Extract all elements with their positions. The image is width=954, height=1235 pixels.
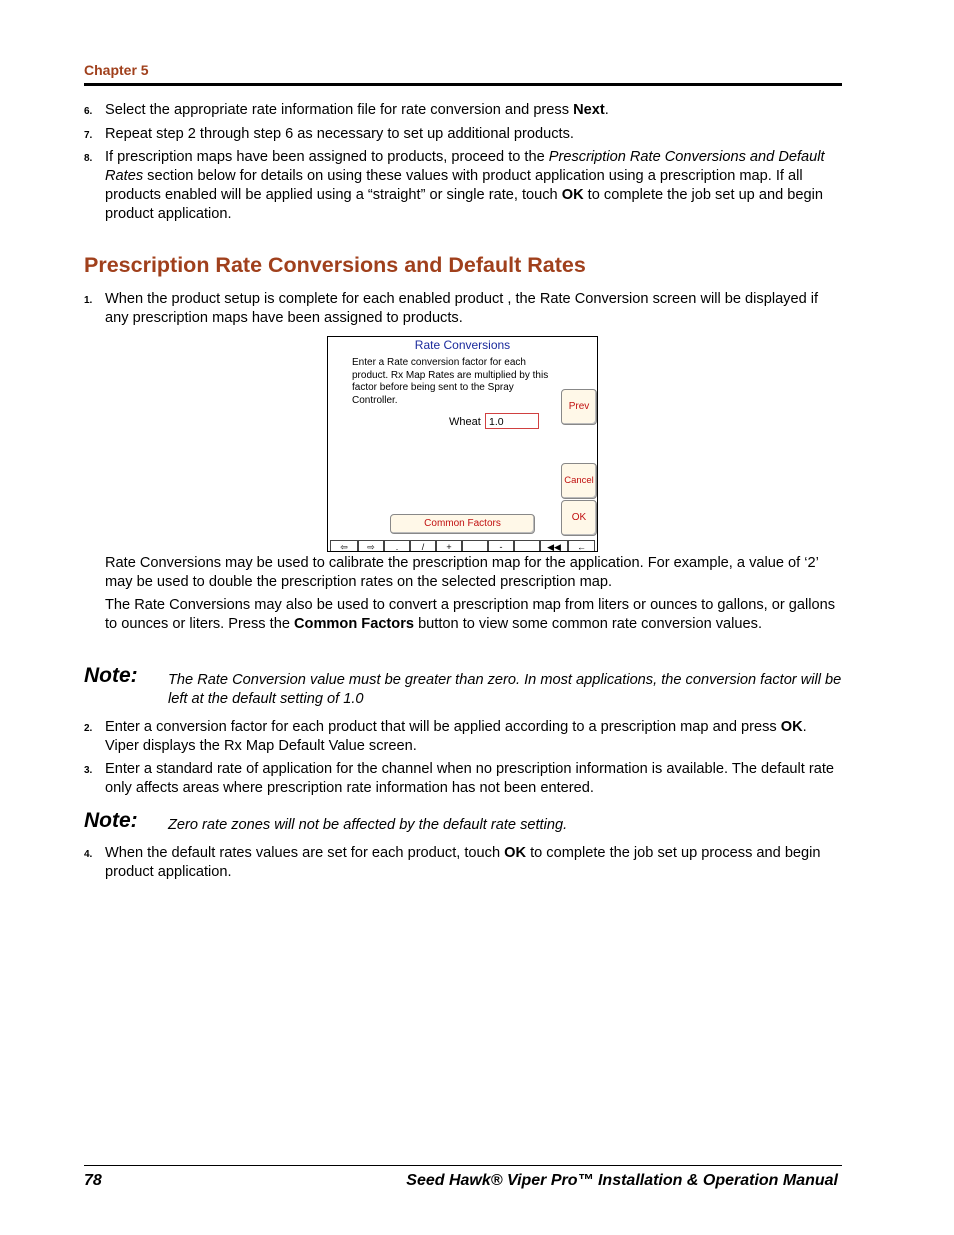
step-text: Enter a standard rate of application for the channel when no prescription information is available. The default rate only affects areas where prescription rate information has not been entered. [105,761,835,796]
paragraph-calibration: Rate Conversions may be used to calibrate the prescription map for the application. For example, a value of ‘2’ may be used to double the prescription rates on the selected prescription map. [105,555,819,590]
chapter-label: Chapter 5 [84,62,149,78]
paragraph-text-end: button to view some common rate conversion values. [414,616,762,632]
step-number: 6. [84,106,93,117]
step-text: Repeat step 2 through step 6 as necessary to set up additional products. [105,126,574,142]
common-factors-button[interactable]: Common Factors [390,514,535,534]
step-bold: OK [504,845,527,861]
step-2 [84,718,844,756]
step-text-end: to complete the job set up process and begin product application. [105,845,821,880]
step-8 [84,148,844,224]
step-text: When the product setup is complete for each enabled product , the Rate Conversion screen will be displayed if any prescription maps have been assigned to products. [105,291,819,326]
step-bold: OK [780,719,803,735]
note-label: Note: [84,664,138,687]
step-1 [84,290,844,328]
arrow-right-key-icon[interactable]: ⇨ [358,540,384,552]
keypad-strip [328,540,597,552]
arrow-left-key-icon[interactable]: ⇦ [330,540,358,552]
step-number: 4. [84,849,93,860]
step-number: 7. [84,130,93,141]
page-number: 78 [84,1172,102,1189]
step-4 [84,844,844,882]
step-6 [84,101,844,120]
step-3 [84,760,844,798]
step-text-end: to complete the job set up and begin product application. [105,187,823,222]
step-7 [84,125,844,144]
footer-rule [84,1165,842,1166]
screen-description: Enter a Rate conversion factor for each product. Rx Map Rates are multiplied by this factor before being sent to the Spray Controller. [352,357,549,406]
wheat-factor-input[interactable]: 1.0 [485,413,539,429]
step-number: 2. [84,723,93,734]
paragraph-text: The Rate Conversions may also be used to convert a prescription map from liters or ounces to gallons, or gallons to ounces or liters. Press the [105,597,836,632]
section-heading: Prescription Rate Conversions and Default Rates [84,253,586,277]
ok-button[interactable]: OK [561,500,597,536]
step-text: If prescription maps have been assigned to products, proceed to the [105,149,549,165]
step-text: Select the appropriate rate information file for rate conversion and press [105,102,574,118]
step-text-end: . Viper displays the Rx Map Default Value screen. [105,719,807,754]
key[interactable]: + [436,540,462,552]
rate-conversions-screen [327,336,598,552]
step-text-mid: section below for details on using these values with product application using a prescription map. If all products enabled will be applied using a “straight” or single rate, touch [105,168,803,203]
paragraph-bold: Common Factors [294,616,415,632]
screen-title: Rate Conversions [414,338,511,352]
backspace-all-key-icon[interactable]: ◀◀ [540,540,568,552]
section-reference: Prescription Rate Conversions and Default Rates [105,149,825,184]
paragraph-common-factors [105,596,845,634]
key[interactable]: . [384,540,410,552]
key[interactable]: - [488,540,514,552]
step-bold: Next [573,102,605,118]
step-text: Enter a conversion factor for each product that will be applied according to a prescription map and press [105,719,781,735]
backspace-key-icon[interactable]: ← [568,540,595,552]
note-text: Zero rate zones will not be affected by the default rate setting. [168,817,568,833]
manual-title: Seed Hawk® Viper Pro™ Installation & Operation Manual [406,1172,838,1189]
prev-button[interactable]: Prev [561,389,597,425]
wheat-label: Wheat [449,416,481,428]
note-label: Note: [84,809,138,832]
step-number: 3. [84,765,93,776]
step-text-end: . [604,102,609,118]
header-rule [84,83,842,86]
key[interactable] [514,540,540,552]
key[interactable] [462,540,488,552]
step-text: When the default rates values are set for each product, touch [105,845,505,861]
cancel-button[interactable]: Cancel [561,463,597,499]
step-number: 8. [84,153,93,164]
key[interactable]: / [410,540,436,552]
step-number: 1. [84,295,93,306]
step-bold: OK [561,187,584,203]
note-text: The Rate Conversion value must be greater than zero. In most applications, the conversion factor will be left at the default setting of 1.0 [168,672,842,707]
